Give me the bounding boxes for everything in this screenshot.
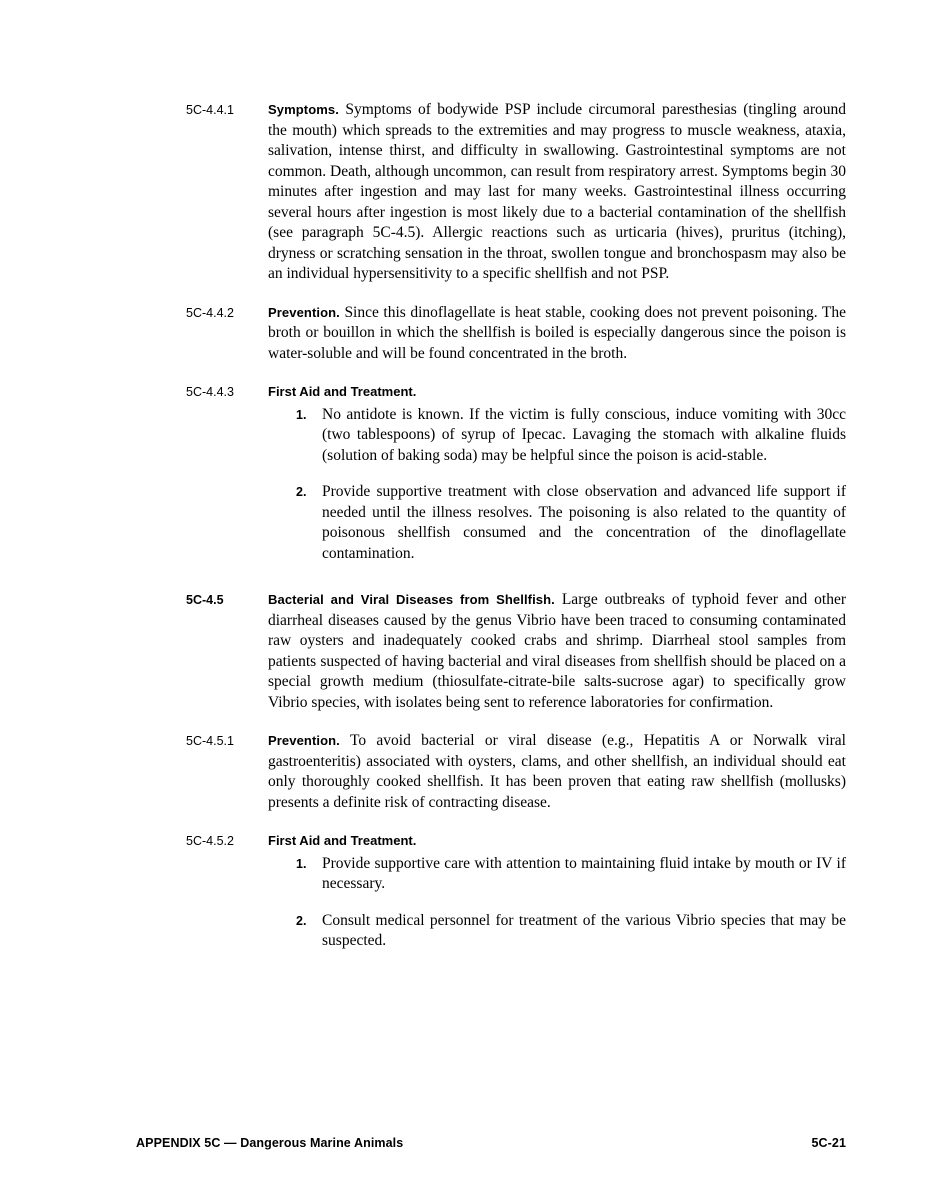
list-marker: 2. [296,485,307,499]
section-heading: Prevention. [268,304,340,320]
section-text [268,731,846,813]
section-block [186,731,846,813]
footer-page-number: 5C-21 [811,1136,846,1150]
section-text [268,303,846,365]
section-text [268,590,846,713]
spacer [186,582,846,590]
section-text [268,100,846,285]
list-marker: 2. [296,913,307,928]
list-text: Consult medical personnel for treatment of the various Vibrio species that may be suspected. [322,911,846,949]
footer-appendix-title: APPENDIX 5C — Dangerous Marine Animals [136,1136,404,1150]
section-paragraph: Symptoms of bodywide PSP include circumoral paresthesias (tingling around the mouth) which spreads to the extremities and may progress to muscle weakness, ataxia, salivation, intense thirst, and difficulty in swallowing. Gastrointestinal symptoms are not common. Death, although uncommon, can result from respiratory arrest. Symptoms begin 30 minutes after ingestion and may last for many weeks. Gastrointestinal illness occurring several hours after ingestion is most likely due to a bacterial contamination of the shellfish (see paragraph 5C-4.5). Allergic reactions such as urticaria (hives), pruritus (itching), dryness or scratching sensation in the throat, swollen tongue and bronchospasm may also be an individual hypersensitivity to a specific shellfish and not PSP. [268,101,846,282]
section-heading: First Aid and Treatment. [268,833,417,848]
section-number: 5C-4.5 [186,593,224,607]
page-footer [136,1136,846,1150]
list-item [268,854,846,895]
list-item [268,482,846,564]
section-block [186,831,846,952]
section-paragraph: To avoid bacterial or viral disease (e.g., Hepatitis A or Norwalk viral gastroenteritis) associated with oysters, clams, and other shellfish, an individual should eat only thoroughly cooked shellfish. It has been proven that eating raw shellfish (mollusks) presents a definite risk of contracting disease. [268,732,846,811]
section-heading: Prevention. [268,733,340,748]
list-marker: 1. [296,407,307,422]
section-number: 5C-4.5.1 [186,734,234,748]
section-heading: First Aid and Treatment. [268,384,417,399]
list-text: Provide supportive care with attention to maintaining fluid intake by mouth or IV if necessary. [322,854,846,892]
section-text [268,831,846,952]
document-body [186,100,846,970]
section-block [186,303,846,365]
section-text [268,382,846,564]
section-paragraph: Large outbreaks of typhoid fever and other diarrheal diseases caused by the genus Vibrio have been traced to consuming contaminated raw oysters and inadequately cooked crabs and shrimp. Diarrheal stool samples from patients suspected of having bacterial and viral diseases from shellfish should be placed on a special growth medium (thiosulfate-citrate-bile salts-sucrose agar) to specifically grow Vibrio species, with isolates being sent to reference laboratories for confirmation. [268,591,847,711]
section-number: 5C-4.4.2 [186,305,234,320]
section-heading: Bacterial and Viral Diseases from Shellfish. [268,592,555,607]
list-text: No antidote is known. If the victim is fully conscious, induce vomiting with 30cc (two tablespoons) of syrup of Ipecac. Lavaging the stomach with alkaline fluids (solution of baking soda) may be helpful since the poison is acid-stable. [322,405,846,464]
section-number: 5C-4.5.2 [186,834,234,848]
numbered-list [268,405,846,565]
list-marker: 1. [296,856,307,871]
section-number: 5C-4.4.3 [186,385,234,399]
section-paragraph: Since this dinoflagellate is heat stable, cooking does not prevent poisoning. The broth or bouillon in which the shellfish is boiled is especially dangerous since the poison is water-soluble and will be found concentrated in the broth. [268,303,846,362]
section-block [186,100,846,285]
section-number: 5C-4.4.1 [186,103,234,117]
list-item [268,911,846,952]
numbered-list [268,854,846,952]
section-block [186,590,846,713]
section-heading: Symptoms. [268,102,339,117]
section-block [186,382,846,564]
list-text: Provide supportive treatment with close observation and advanced life support if needed until the illness resolves. The poisoning is also related to the quantity of poisonous shellfish consumed and the concentration of the dinoflagellate contamination. [322,483,846,562]
list-item [268,405,846,467]
